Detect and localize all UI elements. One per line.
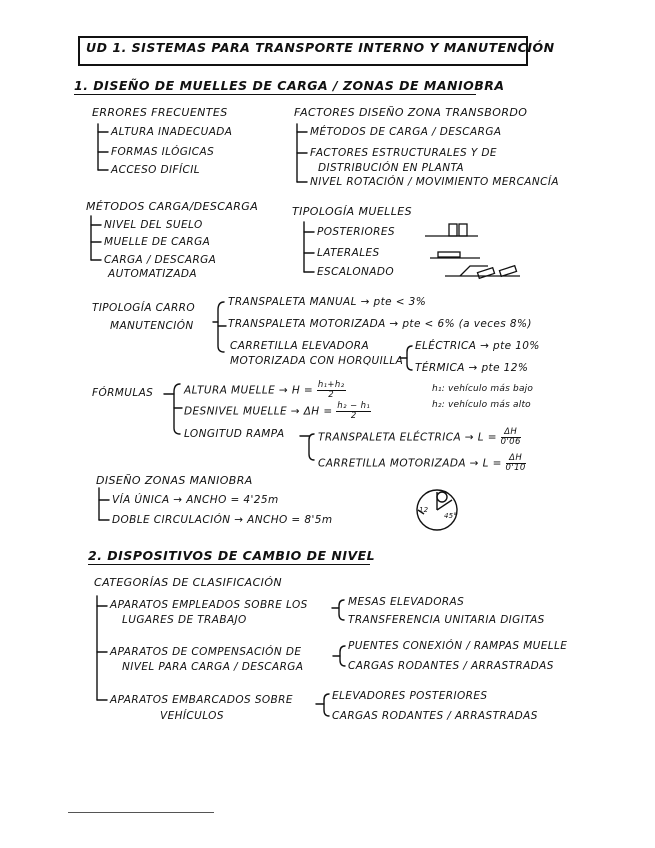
metodos-item: MUELLE DE CARGA xyxy=(104,236,211,248)
section-2-heading: 2. DISPOSITIVOS DE CAMBIO DE NIVEL xyxy=(88,548,376,563)
metodos-item: AUTOMATIZADA xyxy=(108,268,197,280)
fraction-num: h₂ − h₁ xyxy=(337,401,371,411)
cat1-item: TRANSFERENCIA UNITARIA DIGITAS xyxy=(348,614,545,626)
diseno-zonas-item: VÍA ÚNICA → ANCHO = 4'25m xyxy=(112,494,279,506)
tipologia-carro-label: MANUTENCIÓN xyxy=(110,320,194,332)
fraction-num: ΔH xyxy=(501,428,521,438)
errores-heading: ERRORES FRECUENTES xyxy=(92,106,228,119)
metodos-item: CARGA / DESCARGA xyxy=(104,254,217,266)
formula-note: h₂: vehículo más alto xyxy=(432,400,531,410)
tipologia-muelles-item: ESCALONADO xyxy=(317,266,394,278)
cat2-label: NIVEL PARA CARGA / DESCARGA xyxy=(122,661,304,673)
section-2-underline xyxy=(88,564,370,565)
fraction-den: 2 xyxy=(328,390,335,400)
formula-carretilla-fraction xyxy=(506,454,526,473)
carro-subrow: TÉRMICA → pte 12% xyxy=(415,362,529,374)
cat3-label: VEHÍCULOS xyxy=(160,710,224,722)
fraction-den: 0'06 xyxy=(500,437,521,447)
formula-altura-fraction xyxy=(317,381,346,400)
formula-transpaleta xyxy=(318,428,521,447)
factores-item: FACTORES ESTRUCTURALES Y DE xyxy=(310,147,497,159)
errores-item: ALTURA INADECUADA xyxy=(111,126,233,138)
cat1-label: APARATOS EMPLEADOS SOBRE LOS xyxy=(110,599,308,611)
cat2-label: APARATOS DE COMPENSACIÓN DE xyxy=(110,646,302,658)
footer-rule xyxy=(68,812,214,813)
cat3-label: APARATOS EMBARCADOS SOBRE xyxy=(110,694,293,706)
formula-transpaleta-fraction xyxy=(501,428,521,447)
metodos-item: NIVEL DEL SUELO xyxy=(104,219,203,231)
errores-item: FORMAS ILÓGICAS xyxy=(111,146,215,158)
circle-label: 45° xyxy=(444,512,458,520)
fraction-den: 2 xyxy=(350,411,357,421)
fraction-den: 0'10 xyxy=(505,463,526,473)
diseno-zonas-item: DOBLE CIRCULACIÓN → ANCHO = 8'5m xyxy=(112,514,333,526)
formula-desnivel xyxy=(184,402,371,421)
formula-desnivel-text: DESNIVEL MUELLE → ΔH = xyxy=(184,405,333,418)
cat3-item: ELEVADORES POSTERIORES xyxy=(332,690,488,702)
carro-row: TRANSPALETA MOTORIZADA → pte < 6% (a veces 8%) xyxy=(228,318,532,330)
fraction-num: h₁+h₂ xyxy=(317,380,345,390)
factores-item: DISTRIBUCIÓN EN PLANTA xyxy=(318,162,464,174)
metodos-heading: MÉTODOS CARGA/DESCARGA xyxy=(86,200,259,213)
formula-carretilla xyxy=(318,454,526,473)
cat2-item: CARGAS RODANTES / ARRASTRADAS xyxy=(348,660,554,672)
factores-heading: FACTORES DISEÑO ZONA TRANSBORDO xyxy=(294,106,528,119)
tipologia-muelles-heading: TIPOLOGÍA MUELLES xyxy=(292,205,412,218)
formulas-label: FÓRMULAS xyxy=(92,387,154,399)
errores-item: ACCESO DIFÍCIL xyxy=(111,164,200,176)
formula-altura xyxy=(184,381,346,400)
categorias-heading: CATEGORÍAS DE CLASIFICACIÓN xyxy=(94,576,283,589)
formula-note: h₁: vehículo más bajo xyxy=(432,384,534,394)
formula-altura-text: ALTURA MUELLE → H = xyxy=(184,384,314,397)
diseno-zonas-heading: DISEÑO ZONAS MANIOBRA xyxy=(96,474,253,487)
tipologia-muelles-item: LATERALES xyxy=(317,247,380,259)
formula-carretilla-text: CARRETILLA MOTORIZADA → L = xyxy=(318,457,502,470)
factores-item: NIVEL ROTACIÓN / MOVIMIENTO MERCANCÍA xyxy=(310,176,559,188)
section-1-underline xyxy=(74,94,476,95)
tipologia-muelles-item: POSTERIORES xyxy=(317,226,395,238)
factores-item: MÉTODOS DE CARGA / DESCARGA xyxy=(310,126,502,138)
tipologia-carro-label: TIPOLOGÍA CARRO xyxy=(92,302,196,314)
carro-row: CARRETILLA ELEVADORA xyxy=(230,340,370,352)
fraction-num: ΔH xyxy=(506,454,526,464)
cat1-item: MESAS ELEVADORAS xyxy=(348,596,465,608)
cat2-item: PUENTES CONEXIÓN / RAMPAS MUELLE xyxy=(348,640,568,652)
carro-row: TRANSPALETA MANUAL → pte < 3% xyxy=(228,296,427,308)
cat3-item: CARGAS RODANTES / ARRASTRADAS xyxy=(332,710,538,722)
carro-row: MOTORIZADA CON HORQUILLA xyxy=(230,355,404,367)
page-title: UD 1. SISTEMAS PARA TRANSPORTE INTERNO Y MANUTENCIÓN xyxy=(86,40,555,55)
circle-label: 12 xyxy=(419,506,429,514)
carro-subrow: ELÉCTRICA → pte 10% xyxy=(415,340,540,352)
formula-longitud: LONGITUD RAMPA xyxy=(184,428,285,440)
cat1-label: LUGARES DE TRABAJO xyxy=(122,614,247,626)
section-1-heading: 1. DISEÑO DE MUELLES DE CARGA / ZONAS DE MANIOBRA xyxy=(74,78,505,93)
formula-desnivel-fraction xyxy=(336,402,371,421)
formula-transpaleta-text: TRANSPALETA ELÉCTRICA → L = xyxy=(318,431,497,444)
